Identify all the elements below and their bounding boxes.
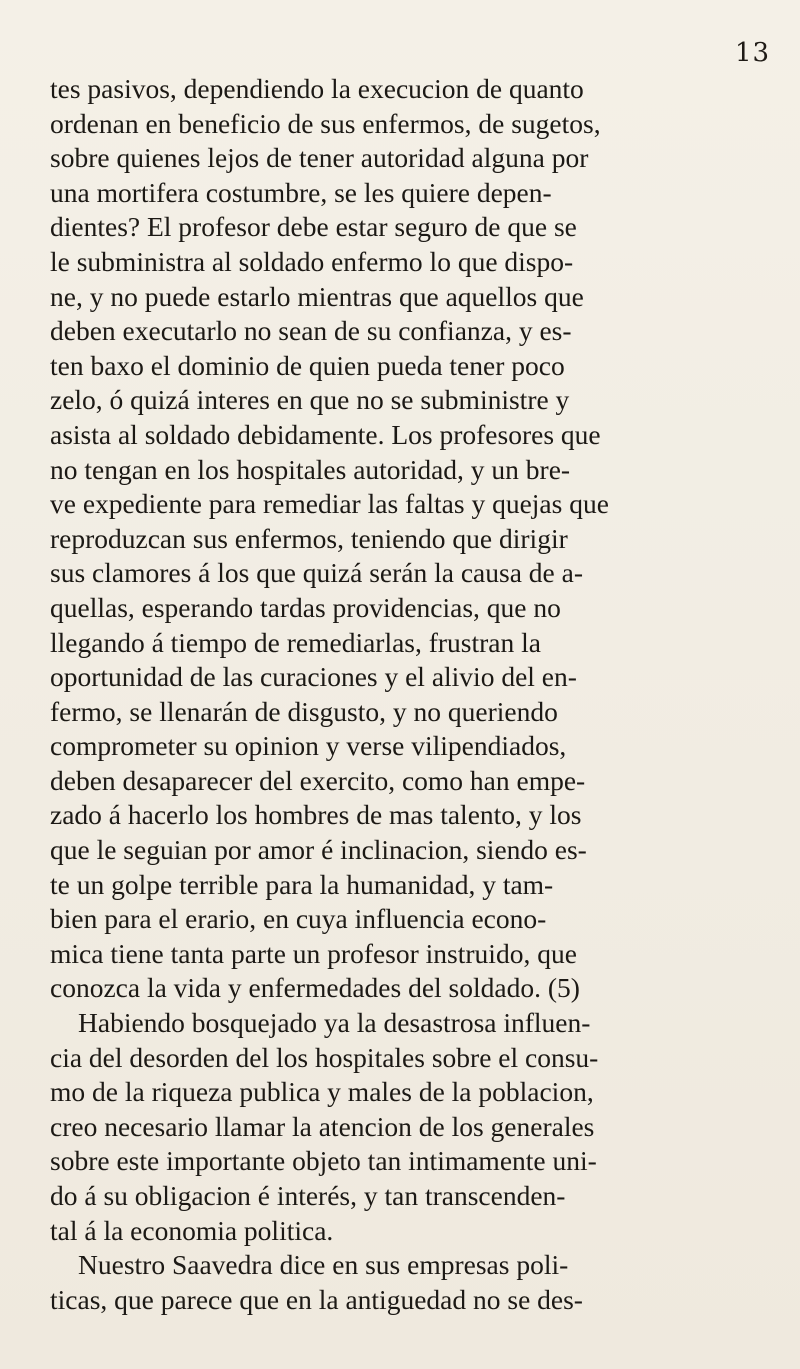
text-line: Nuestro Saavedra dice en sus empresas poli-	[78, 1249, 569, 1281]
text-line: quellas, esperando tardas providencias, que no	[50, 591, 561, 623]
text-line: sus clamores á los que quizá serán la causa de a-	[50, 557, 583, 589]
text-line: mo de la riqueza publica y males de la poblacion,	[50, 1076, 594, 1108]
page-number: 13	[735, 38, 771, 68]
text-line: deben executarlo no sean de su confianza, y es-	[50, 315, 572, 347]
text-line: conozca la vida y enfermedades del soldado. (5)	[50, 972, 580, 1004]
text-line: reproduzcan sus enfermos, teniendo que dirigir	[50, 522, 568, 554]
text-line: fermo, se llenarán de disgusto, y no queriendo	[50, 695, 558, 727]
text-line: ticas, que parece que en la antiguedad no se des-	[50, 1283, 583, 1315]
text-line: le subministra al soldado enfermo lo que dispo-	[50, 245, 574, 277]
text-line: comprometer su opinion y verse vilipendiados,	[50, 730, 567, 762]
text-line: una mortifera costumbre, se les quiere depen-	[50, 176, 552, 208]
text-line: ne, y no puede estarlo mientras que aquellos que	[50, 280, 584, 312]
body-text	[50, 72, 770, 1317]
text-line: sobre quienes lejos de tener autoridad alguna por	[50, 142, 589, 174]
text-line: oportunidad de las curaciones y el alivio del en-	[50, 661, 577, 693]
text-line: te un golpe terrible para la humanidad, y tam-	[50, 868, 554, 900]
text-line: ordenan en beneficio de sus enfermos, de sugetos,	[50, 107, 601, 139]
text-line: que le seguian por amor é inclinacion, siendo es-	[50, 834, 587, 866]
text-line: deben desaparecer del exercito, como han empe-	[50, 764, 586, 796]
text-line: zelo, ó quizá interes en que no se subministre y	[50, 384, 570, 416]
text-line: creo necesario llamar la atencion de los generales	[50, 1110, 595, 1142]
text-line: ten baxo el dominio de quien pueda tener poco	[50, 349, 565, 381]
text-line: dientes? El profesor debe estar seguro de que se	[50, 211, 577, 243]
text-line: asista al soldado debidamente. Los profesores que	[50, 418, 601, 450]
text-line: Habiendo bosquejado ya la desastrosa influen-	[78, 1007, 591, 1039]
text-line: ve expediente para remediar las faltas y quejas que	[50, 488, 609, 520]
text-line: sobre este importante objeto tan intimamente uni-	[50, 1145, 597, 1177]
text-line: bien para el erario, en cuya influencia econo-	[50, 903, 547, 935]
text-line: mica tiene tanta parte un profesor instruido, que	[50, 937, 577, 969]
text-line: llegando á tiempo de remediarlas, frustran la	[50, 626, 541, 658]
text-line: zado á hacerlo los hombres de mas talento, y los	[50, 799, 582, 831]
text-line: tes pasivos, dependiendo la execucion de quanto	[50, 73, 584, 104]
text-line: tal á la economia politica.	[50, 1214, 334, 1246]
text-line: no tengan en los hospitales autoridad, y un bre-	[50, 453, 571, 485]
text-line: cia del desorden del los hospitales sobre el consu-	[50, 1041, 599, 1073]
text-line: do á su obligacion é interés, y tan transcenden-	[50, 1180, 566, 1211]
